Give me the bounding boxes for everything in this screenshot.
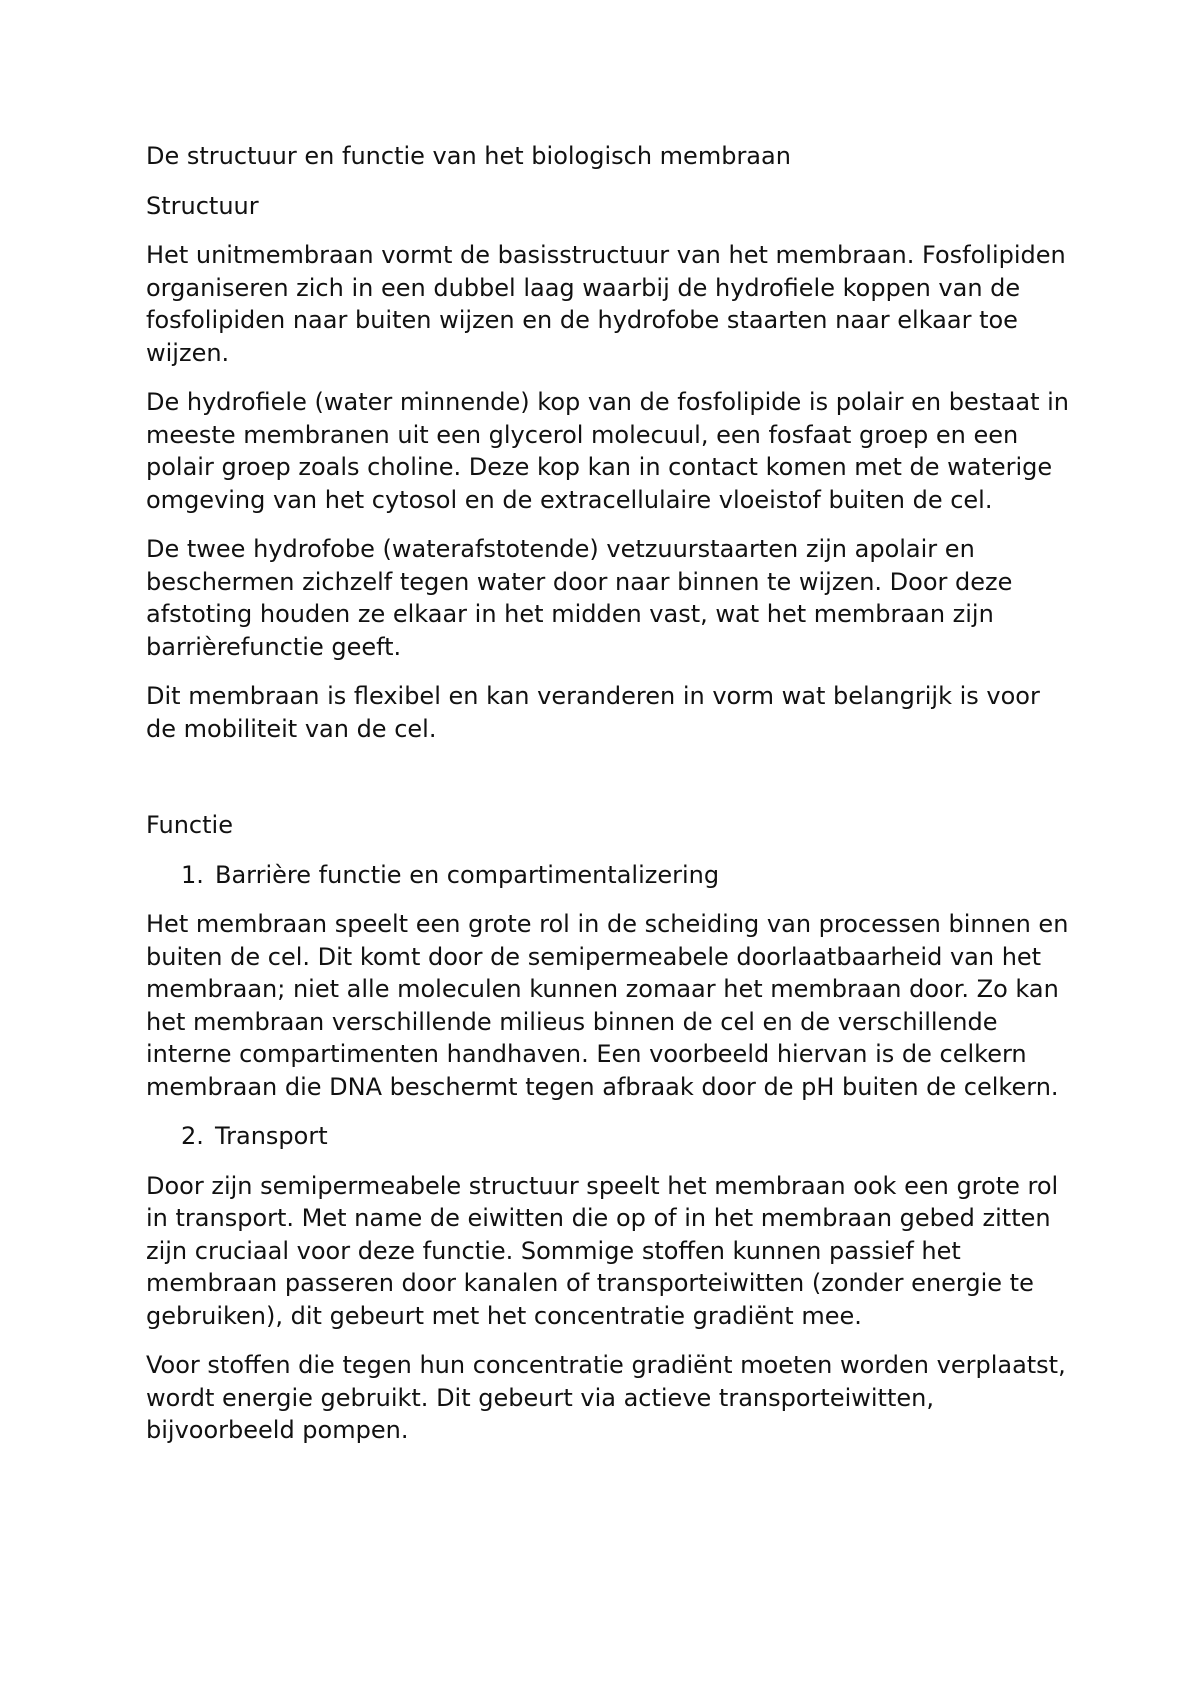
list-item-label: Transport [215, 1122, 328, 1150]
paragraph: Voor stoffen die tegen hun concentratie gradiënt moeten worden verplaatst, wordt energie gebruikt. Dit gebeurt via actieve transporteiwitten, bijvoorbeeld pompen. [146, 1351, 1066, 1444]
list-number: 1. [181, 860, 204, 889]
paragraph: Het membraan speelt een grote rol in de scheiding van processen binnen en buiten de cel. Dit komt door de semipermeabele doorlaatbaarheid van het membraan; niet alle moleculen kunnen zomaar het membraan door. Zo kan het membraan verschillende milieus binnen de cel en de verschillende interne compartimenten handhaven. Een voorbeeld hiervan is de celkern membraan die DNA beschermt tegen afbraak door de pH buiten de celkern. [146, 910, 1069, 1101]
document-title: De structuur en functie van het biologisch membraan [146, 142, 791, 170]
paragraph: Door zijn semipermeabele structuur speelt het membraan ook een grote rol in transport. Met name de eiwitten die op of in het membraan gebed zitten zijn cruciaal voor deze functie. Sommige stoffen kunnen passief het membraan passeren door kanalen of transporteiwitten (zonder energie te gebruiken), dit gebeurt met het concentratie gradiënt mee. [146, 1171, 1059, 1330]
section-heading-function: Functie [146, 811, 233, 839]
paragraph: Het unitmembraan vormt de basisstructuur van het membraan. Fosfolipiden organiseren zich in een dubbel laag waarbij de hydrofiele koppen van de fosfolipiden naar buiten wijzen en de hydrofobe staarten naar elkaar toe wijzen. [146, 241, 1066, 367]
paragraph: De hydrofiele (water minnende) kop van de fosfolipide is polair en bestaat in meeste membranen uit een glycerol molecuul, een fosfaat groep en een polair groep zoals choline. Deze kop kan in contact komen met de waterige omgeving van het cytosol en de extracellulaire vloeistof buiten de cel. [146, 388, 1070, 514]
blank-line [146, 762, 1076, 809]
list-item-barrier [146, 859, 1076, 892]
section-heading-structure: Structuur [146, 191, 259, 220]
paragraph: Dit membraan is flexibel en kan veranderen in vorm wat belangrijk is voor de mobiliteit van de cel. [146, 682, 1040, 743]
list-number: 2. [181, 1122, 204, 1150]
list-item-label: Barrière functie en compartimentalizering [215, 860, 720, 889]
paragraph: De twee hydrofobe (waterafstotende) vetzuurstaarten zijn apolair en beschermen zichzelf tegen water door naar binnen te wijzen. Door deze afstoting houden ze elkaar in het midden vast, wat het membraan zijn barrièrefunctie geeft. [146, 535, 1013, 661]
document-page [146, 140, 1076, 1464]
list-item-transport [146, 1120, 1076, 1153]
